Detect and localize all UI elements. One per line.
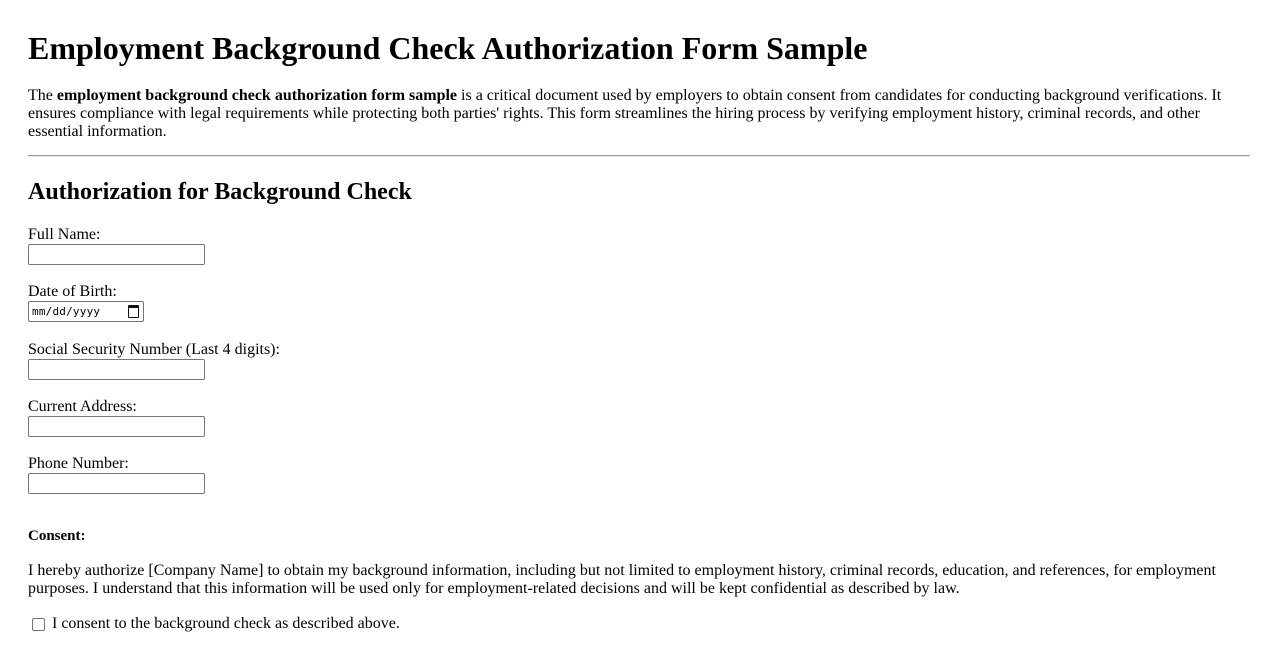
ssn-field [28,341,280,380]
intro-bold-phrase: employment background check authorization form sample [56,87,458,104]
intro-prefix: The [28,87,57,104]
phone-number-field [28,455,205,494]
calendar-icon[interactable] [128,305,139,318]
form-heading: Authorization for Background Check [28,179,412,205]
current-address-label: Current Address: [28,398,137,415]
consent-checkbox-row[interactable] [32,615,400,633]
full-name-label: Full Name: [28,226,101,243]
phone-number-input[interactable] [28,473,205,494]
page-title: Employment Background Check Authorization Form Sample [28,30,868,66]
current-address-input[interactable] [28,416,205,437]
phone-number-label: Phone Number: [28,455,129,472]
consent-checkbox-label[interactable]: I consent to the background check as described above. [52,615,400,632]
date-of-birth-field [28,283,144,322]
section-divider [28,155,1250,157]
date-placeholder: mm/dd/yyyy [32,304,101,318]
ssn-input[interactable] [28,359,205,380]
date-of-birth-label: Date of Birth: [28,283,117,300]
date-of-birth-input[interactable] [28,301,144,322]
current-address-field [28,398,205,437]
consent-text: I hereby authorize [Company Name] to obtain my background information, including but not limited to employment history, criminal records, education, and references, for employment purposes. I understand that this information will be used only for employment-related decisions and will be kept confidential as described by law. [28,562,1216,597]
intro-suffix: is a critical document used by employers to obtain consent from candidates for conducting background verifications. It ensures compliance with legal requirements while protecting both parties' rights. This form streamlines the hiring process by verifying employment history, criminal records, and other essential information. [28,87,1222,140]
full-name-field [28,226,205,265]
full-name-input[interactable] [28,244,205,265]
ssn-label: Social Security Number (Last 4 digits): [28,341,280,358]
consent-title: Consent: [28,528,86,544]
intro-paragraph [28,87,1228,141]
consent-checkbox[interactable] [32,618,45,631]
